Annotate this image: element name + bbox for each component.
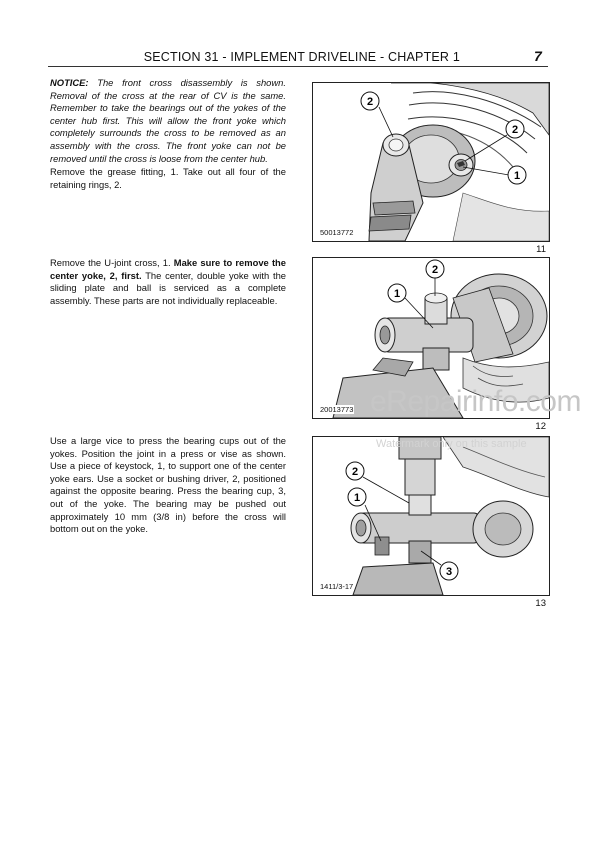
svg-text:1: 1: [393, 288, 401, 300]
svg-text:2: 2: [366, 96, 374, 108]
callout-marker: [361, 92, 379, 110]
paragraph-block-3: [50, 435, 286, 536]
figure-code: 50013772: [320, 228, 354, 237]
callout-marker: [440, 562, 458, 580]
callout-marker: [506, 120, 524, 138]
svg-text:2: 2: [431, 264, 439, 276]
svg-text:1: 1: [353, 492, 361, 504]
svg-text:2: 2: [511, 124, 519, 136]
page-number: 7: [534, 48, 542, 64]
figure-11-illustration: [313, 83, 549, 241]
step-text-end: The center, double yoke with the sliding plate and ball is serviced as a complete assembly. These parts are not individually replaceable.: [50, 269, 287, 306]
figure-13-illustration: [313, 437, 549, 595]
callout-marker: [346, 462, 364, 480]
callout-marker: [508, 166, 526, 184]
notice-paragraph: [50, 77, 286, 165]
step-text-emphasis: Make sure to remove the center yoke, 2, first.: [50, 257, 287, 281]
figure-number: 12: [535, 421, 546, 432]
notice-label: NOTICE:: [50, 77, 89, 88]
callout-marker: [348, 488, 366, 506]
notice-text: The front cross disassembly is shown. Removal of the cross at the rear of CV is the same. Remember to take the bearings out of the yokes of the center hub first. This will allow the front yoke which completely surrounds the cross to be removed as an assembly with the cross. The front yoke can not be removed until the cross is loose from the center hub.: [50, 77, 286, 164]
paragraph-block-2: [50, 257, 286, 307]
step-text: Use a large vice to press the bearing cups out of the yokes. Position the joint in a press or vise as shown. Use a piece of keystock, 1, to support one of the center yoke ears. Use a socket or bushing driver, 2, positioned against the opposite bearing. Press the bearing cup, 3, out of the yoke. The bearing may be pushed out approximately 10 mm (3/8 in) before the cross will bottom out on the yoke.: [50, 435, 286, 535]
section-header: SECTION 31 - IMPLEMENT DRIVELINE - CHAPTER 1: [143, 50, 460, 64]
watermark-note: Watermark only on this sample: [376, 438, 527, 450]
svg-text:2: 2: [351, 466, 359, 478]
step-text-start: Remove the U-joint cross, 1.: [50, 257, 171, 268]
step-text: Remove the grease fitting, 1. Take out all four of the retaining rings, 2.: [50, 166, 286, 190]
figure-code: 1411/3-17: [320, 582, 354, 591]
figure-13: [312, 436, 550, 596]
svg-text:1: 1: [513, 170, 521, 182]
figure-number: 13: [535, 598, 546, 609]
callout-marker: [388, 284, 406, 302]
header-divider: [48, 66, 548, 67]
figure-11: [312, 82, 550, 242]
paragraph-block-1: [50, 77, 286, 191]
figure-number: 11: [536, 244, 546, 255]
svg-text:3: 3: [445, 566, 453, 578]
watermark: eRepairinfo.com: [370, 385, 581, 418]
callout-marker: [426, 260, 444, 278]
step-text: [50, 257, 286, 307]
figure-code: 20013773: [320, 405, 354, 414]
